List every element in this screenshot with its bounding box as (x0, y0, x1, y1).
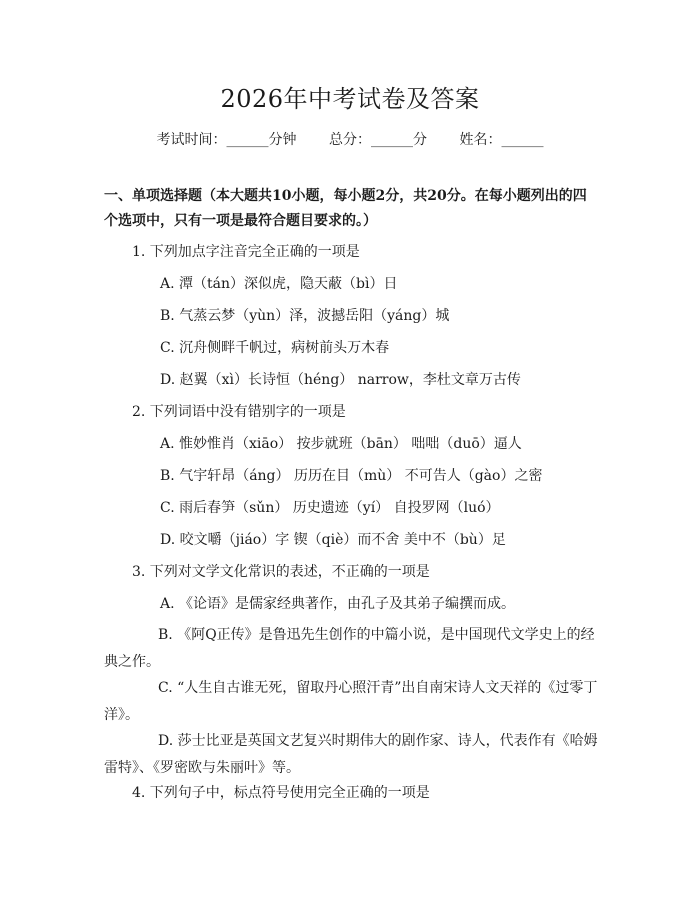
student-name-label: 姓名： (459, 132, 502, 148)
exam-time-unit: 分钟 (268, 132, 297, 148)
question-1-option-b: B. 气蒸云梦（yùn）泽，波撼岳阳（yáng）城 (160, 308, 450, 324)
question-3-option-b: B. 《阿Q正传》是鲁迅先生创作的中篇小说，是中国现代文学史上的经典之作。 (104, 627, 595, 670)
question-2-option-c: C. 雨后春笋（sǔn） 历史遗迹（yí） 自投罗网（luó） (160, 500, 500, 516)
page-title: 2026年中考试卷及答案 (220, 85, 480, 113)
total-score-field (329, 132, 427, 148)
question-2-option-b: B. 气宇轩昂（áng） 历历在目（mù） 不可告人（gào）之密 (160, 468, 543, 484)
total-score-blank: ______ (371, 132, 413, 148)
question-3-option-a: A. 《论语》是儒家经典著作，由孔子及其弟子编撰而成。 (160, 596, 516, 612)
question-3-option-c: C. “人生自古谁无死，留取丹心照汗青”出自南宋诗人文天祥的《过零丁洋》。 (104, 680, 598, 723)
total-score-label: 总分： (329, 132, 371, 148)
question-2-option-a: A. 惟妙惟肖（xiāo） 按步就班（bān） 咄咄（duō）逼人 (160, 436, 522, 452)
question-2-option-d: D. 咬文嚼（jiáo）字 锲（qiè）而不舍 美中不（bù）足 (160, 532, 506, 548)
student-name-blank: ______ (501, 132, 544, 148)
question-1-option-c: C. 沉舟侧畔千帆过，病树前头万木春 (160, 340, 390, 356)
question-3-option-d: D. 莎士比亚是英国文艺复兴时期伟大的剧作家、诗人，代表作有《哈姆雷特》、《罗密欧与朱丽叶》等。 (104, 733, 598, 776)
question-3-stem: 3. 下列对文学文化常识的表述，不正确的一项是 (132, 564, 430, 580)
student-name-field (459, 132, 543, 148)
total-score-unit: 分 (413, 132, 427, 148)
exam-time-blank: ______ (226, 132, 269, 148)
question-2-stem: 2. 下列词语中没有错别字的一项是 (132, 404, 346, 420)
question-1-option-d: D. 赵翼（xì）长诗恒（héng） narrow，李杜文章万古传 (160, 372, 521, 388)
section-heading-choice: 一、单项选择题（本大题共10小题，每小题2分，共20分。在每小题列出的四个选项中，只有一项是最符合题目要求的。） (104, 188, 587, 229)
question-1-option-a: A. 潭（tán）深似虎，隐天蔽（bì）日 (160, 276, 398, 292)
question-1-stem: 1. 下列加点字注音完全正确的一项是 (132, 244, 360, 260)
exam-info-line (0, 128, 700, 152)
exam-time-field (157, 132, 297, 148)
question-4-stem: 4. 下列句子中，标点符号使用完全正确的一项是 (132, 785, 430, 801)
exam-time-label: 考试时间： (156, 132, 227, 148)
